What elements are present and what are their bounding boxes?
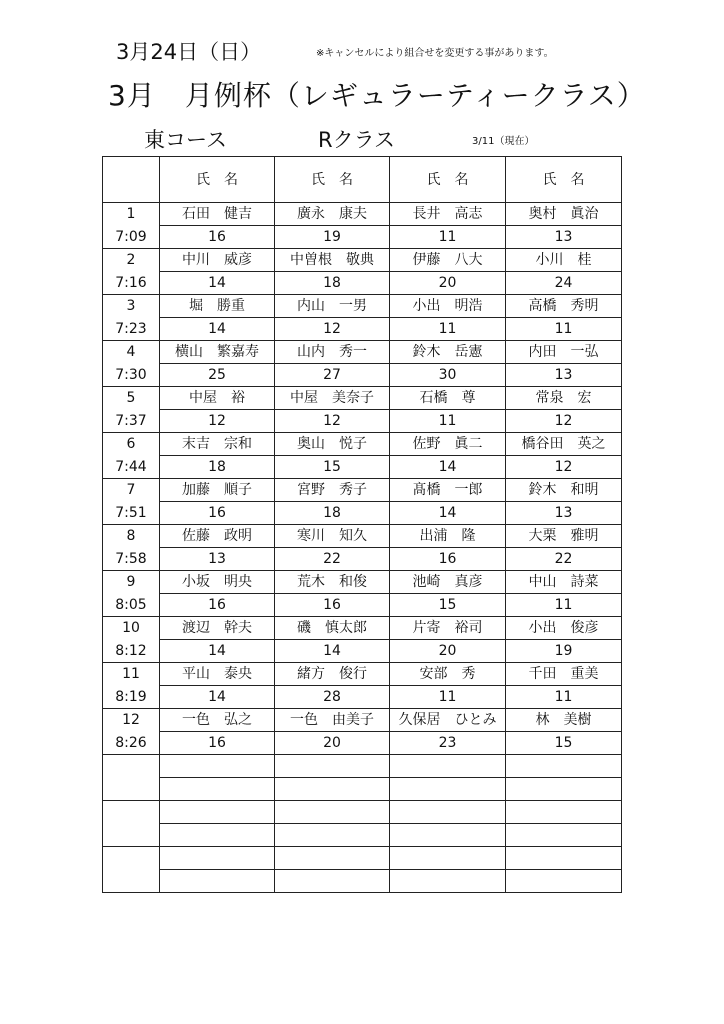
player-name: 廣永 康夫 bbox=[275, 203, 390, 226]
group-handicap-row bbox=[103, 410, 622, 433]
group-number: 2 bbox=[103, 249, 160, 272]
player-handicap: 22 bbox=[275, 548, 390, 571]
player-handicap: 12 bbox=[275, 318, 390, 341]
player-name: 片寄 裕司 bbox=[390, 617, 506, 640]
player-name: 内山 一男 bbox=[275, 295, 390, 318]
group-handicap-row bbox=[103, 502, 622, 525]
tee-time: 7:58 bbox=[103, 548, 160, 571]
player-name: 中山 詩菜 bbox=[506, 571, 622, 594]
player-name: 小出 俊彦 bbox=[506, 617, 622, 640]
tee-time: 7:44 bbox=[103, 456, 160, 479]
group-handicap-row bbox=[103, 548, 622, 571]
group-number: 9 bbox=[103, 571, 160, 594]
empty-cell bbox=[390, 778, 506, 801]
player-name: 中曽根 敬典 bbox=[275, 249, 390, 272]
player-handicap: 27 bbox=[275, 364, 390, 387]
empty-cell bbox=[160, 755, 275, 778]
player-name: 奥山 悦子 bbox=[275, 433, 390, 456]
player-name: 内田 一弘 bbox=[506, 341, 622, 364]
player-handicap: 11 bbox=[390, 226, 506, 249]
group-name-row bbox=[103, 341, 622, 364]
empty-group-cell bbox=[103, 847, 160, 893]
player-name: 荒木 和俊 bbox=[275, 571, 390, 594]
player-name: 大栗 雅明 bbox=[506, 525, 622, 548]
empty-cell bbox=[506, 870, 622, 893]
group-number: 1 bbox=[103, 203, 160, 226]
player-name: 常泉 宏 bbox=[506, 387, 622, 410]
player-handicap: 19 bbox=[506, 640, 622, 663]
group-name-row bbox=[103, 479, 622, 502]
empty-cell bbox=[506, 824, 622, 847]
player-handicap: 28 bbox=[275, 686, 390, 709]
empty-row bbox=[103, 824, 622, 847]
player-name: 平山 泰央 bbox=[160, 663, 275, 686]
player-name: 奥村 眞治 bbox=[506, 203, 622, 226]
tee-time: 7:51 bbox=[103, 502, 160, 525]
player-name: 伊藤 八大 bbox=[390, 249, 506, 272]
player-name: 長井 高志 bbox=[390, 203, 506, 226]
player-name: 安部 秀 bbox=[390, 663, 506, 686]
player-handicap: 20 bbox=[390, 272, 506, 295]
event-date: 3月24日（日） bbox=[116, 40, 262, 64]
player-name: 一色 由美子 bbox=[275, 709, 390, 732]
player-handicap: 18 bbox=[160, 456, 275, 479]
class-label: Rクラス bbox=[318, 128, 395, 152]
player-name: 堀 勝重 bbox=[160, 295, 275, 318]
empty-cell bbox=[160, 824, 275, 847]
tee-time: 7:16 bbox=[103, 272, 160, 295]
player-name: 宮野 秀子 bbox=[275, 479, 390, 502]
player-name: 佐野 眞二 bbox=[390, 433, 506, 456]
tee-time: 7:09 bbox=[103, 226, 160, 249]
player-name: 渡辺 幹夫 bbox=[160, 617, 275, 640]
player-name: 久保居 ひとみ bbox=[390, 709, 506, 732]
tee-time: 7:23 bbox=[103, 318, 160, 341]
player-handicap: 12 bbox=[506, 456, 622, 479]
group-handicap-row bbox=[103, 732, 622, 755]
group-number: 3 bbox=[103, 295, 160, 318]
group-name-row bbox=[103, 249, 622, 272]
player-handicap: 16 bbox=[160, 226, 275, 249]
player-handicap: 11 bbox=[390, 686, 506, 709]
empty-cell bbox=[160, 870, 275, 893]
group-name-row bbox=[103, 433, 622, 456]
group-number: 4 bbox=[103, 341, 160, 364]
group-handicap-row bbox=[103, 318, 622, 341]
column-header: 氏 名 bbox=[275, 157, 390, 203]
empty-cell bbox=[160, 847, 275, 870]
player-name: 中屋 裕 bbox=[160, 387, 275, 410]
player-handicap: 20 bbox=[275, 732, 390, 755]
player-handicap: 13 bbox=[506, 502, 622, 525]
empty-cell bbox=[275, 755, 390, 778]
tee-time: 8:05 bbox=[103, 594, 160, 617]
group-handicap-row bbox=[103, 686, 622, 709]
group-number: 12 bbox=[103, 709, 160, 732]
player-handicap: 25 bbox=[160, 364, 275, 387]
player-name: 橋谷田 英之 bbox=[506, 433, 622, 456]
group-name-row bbox=[103, 617, 622, 640]
player-handicap: 18 bbox=[275, 272, 390, 295]
table-header-row bbox=[103, 157, 622, 203]
player-handicap: 15 bbox=[506, 732, 622, 755]
group-number: 6 bbox=[103, 433, 160, 456]
group-handicap-row bbox=[103, 272, 622, 295]
player-handicap: 12 bbox=[506, 410, 622, 433]
group-name-row bbox=[103, 525, 622, 548]
player-name: 髙橋 一郎 bbox=[390, 479, 506, 502]
player-handicap: 16 bbox=[160, 502, 275, 525]
player-name: 小坂 明央 bbox=[160, 571, 275, 594]
player-handicap: 19 bbox=[275, 226, 390, 249]
empty-cell bbox=[275, 824, 390, 847]
empty-cell bbox=[160, 801, 275, 824]
tee-time: 8:19 bbox=[103, 686, 160, 709]
player-handicap: 11 bbox=[390, 410, 506, 433]
player-name: 高橋 秀明 bbox=[506, 295, 622, 318]
player-name: 中川 威彦 bbox=[160, 249, 275, 272]
group-name-row bbox=[103, 571, 622, 594]
group-name-row bbox=[103, 709, 622, 732]
player-name: 鈴木 岳憲 bbox=[390, 341, 506, 364]
player-handicap: 18 bbox=[275, 502, 390, 525]
group-number: 5 bbox=[103, 387, 160, 410]
player-name: 池崎 真彦 bbox=[390, 571, 506, 594]
player-handicap: 15 bbox=[390, 594, 506, 617]
player-handicap: 30 bbox=[390, 364, 506, 387]
player-handicap: 13 bbox=[160, 548, 275, 571]
group-handicap-row bbox=[103, 594, 622, 617]
empty-cell bbox=[506, 847, 622, 870]
group-handicap-row bbox=[103, 640, 622, 663]
player-name: 加藤 順子 bbox=[160, 479, 275, 502]
empty-group-cell bbox=[103, 755, 160, 801]
player-name: 小出 明浩 bbox=[390, 295, 506, 318]
player-handicap: 14 bbox=[160, 640, 275, 663]
empty-cell bbox=[390, 824, 506, 847]
empty-cell bbox=[390, 801, 506, 824]
player-name: 末吉 宗和 bbox=[160, 433, 275, 456]
tee-time: 8:12 bbox=[103, 640, 160, 663]
group-number: 10 bbox=[103, 617, 160, 640]
group-header-cell bbox=[103, 157, 160, 203]
player-handicap: 11 bbox=[390, 318, 506, 341]
group-handicap-row bbox=[103, 364, 622, 387]
empty-cell bbox=[506, 755, 622, 778]
player-handicap: 14 bbox=[275, 640, 390, 663]
empty-row bbox=[103, 755, 622, 778]
group-number: 8 bbox=[103, 525, 160, 548]
player-name: 磯 慎太郎 bbox=[275, 617, 390, 640]
empty-row bbox=[103, 870, 622, 893]
player-handicap: 16 bbox=[275, 594, 390, 617]
player-handicap: 13 bbox=[506, 364, 622, 387]
tee-time: 7:30 bbox=[103, 364, 160, 387]
player-name: 寒川 知久 bbox=[275, 525, 390, 548]
player-handicap: 14 bbox=[160, 318, 275, 341]
empty-cell bbox=[390, 847, 506, 870]
group-number: 7 bbox=[103, 479, 160, 502]
group-name-row bbox=[103, 295, 622, 318]
player-handicap: 16 bbox=[390, 548, 506, 571]
tee-time: 7:37 bbox=[103, 410, 160, 433]
player-name: 一色 弘之 bbox=[160, 709, 275, 732]
player-handicap: 24 bbox=[506, 272, 622, 295]
empty-cell bbox=[275, 847, 390, 870]
empty-cell bbox=[275, 778, 390, 801]
course-label: 東コース bbox=[144, 128, 227, 152]
player-handicap: 20 bbox=[390, 640, 506, 663]
group-name-row bbox=[103, 663, 622, 686]
player-handicap: 15 bbox=[275, 456, 390, 479]
player-name: 千田 重美 bbox=[506, 663, 622, 686]
pairings-table bbox=[102, 156, 622, 893]
player-handicap: 14 bbox=[160, 686, 275, 709]
player-handicap: 11 bbox=[506, 686, 622, 709]
player-name: 小川 桂 bbox=[506, 249, 622, 272]
empty-cell bbox=[390, 870, 506, 893]
player-handicap: 12 bbox=[160, 410, 275, 433]
cancellation-note: ※キャンセルにより組合せを変更する事があります。 bbox=[316, 48, 554, 59]
player-name: 佐藤 政明 bbox=[160, 525, 275, 548]
player-handicap: 16 bbox=[160, 732, 275, 755]
empty-row bbox=[103, 778, 622, 801]
empty-row bbox=[103, 847, 622, 870]
player-handicap: 14 bbox=[390, 456, 506, 479]
column-header: 氏 名 bbox=[390, 157, 506, 203]
player-name: 中屋 美奈子 bbox=[275, 387, 390, 410]
group-handicap-row bbox=[103, 226, 622, 249]
empty-cell bbox=[506, 778, 622, 801]
empty-cell bbox=[506, 801, 622, 824]
empty-cell bbox=[390, 755, 506, 778]
player-handicap: 23 bbox=[390, 732, 506, 755]
empty-group-cell bbox=[103, 801, 160, 847]
player-name: 山内 秀一 bbox=[275, 341, 390, 364]
empty-row bbox=[103, 801, 622, 824]
empty-cell bbox=[160, 778, 275, 801]
column-header: 氏 名 bbox=[506, 157, 622, 203]
player-handicap: 11 bbox=[506, 318, 622, 341]
player-name: 石橋 尊 bbox=[390, 387, 506, 410]
player-name: 石田 健吉 bbox=[160, 203, 275, 226]
player-handicap: 14 bbox=[390, 502, 506, 525]
empty-cell bbox=[275, 870, 390, 893]
player-handicap: 11 bbox=[506, 594, 622, 617]
pairings-body bbox=[103, 203, 622, 893]
page-title: 3月 月例杯（レギュラーティークラス） bbox=[108, 79, 646, 112]
group-name-row bbox=[103, 203, 622, 226]
player-handicap: 14 bbox=[160, 272, 275, 295]
group-number: 11 bbox=[103, 663, 160, 686]
tee-time: 8:26 bbox=[103, 732, 160, 755]
player-name: 横山 繁嘉寿 bbox=[160, 341, 275, 364]
player-handicap: 12 bbox=[275, 410, 390, 433]
player-handicap: 22 bbox=[506, 548, 622, 571]
player-name: 出浦 隆 bbox=[390, 525, 506, 548]
column-header: 氏 名 bbox=[160, 157, 275, 203]
group-handicap-row bbox=[103, 456, 622, 479]
player-name: 鈴木 和明 bbox=[506, 479, 622, 502]
group-name-row bbox=[103, 387, 622, 410]
as-of-date: 3/11（現在） bbox=[472, 136, 535, 147]
empty-cell bbox=[275, 801, 390, 824]
player-handicap: 13 bbox=[506, 226, 622, 249]
player-handicap: 16 bbox=[160, 594, 275, 617]
player-name: 緒方 俊行 bbox=[275, 663, 390, 686]
player-name: 林 美樹 bbox=[506, 709, 622, 732]
